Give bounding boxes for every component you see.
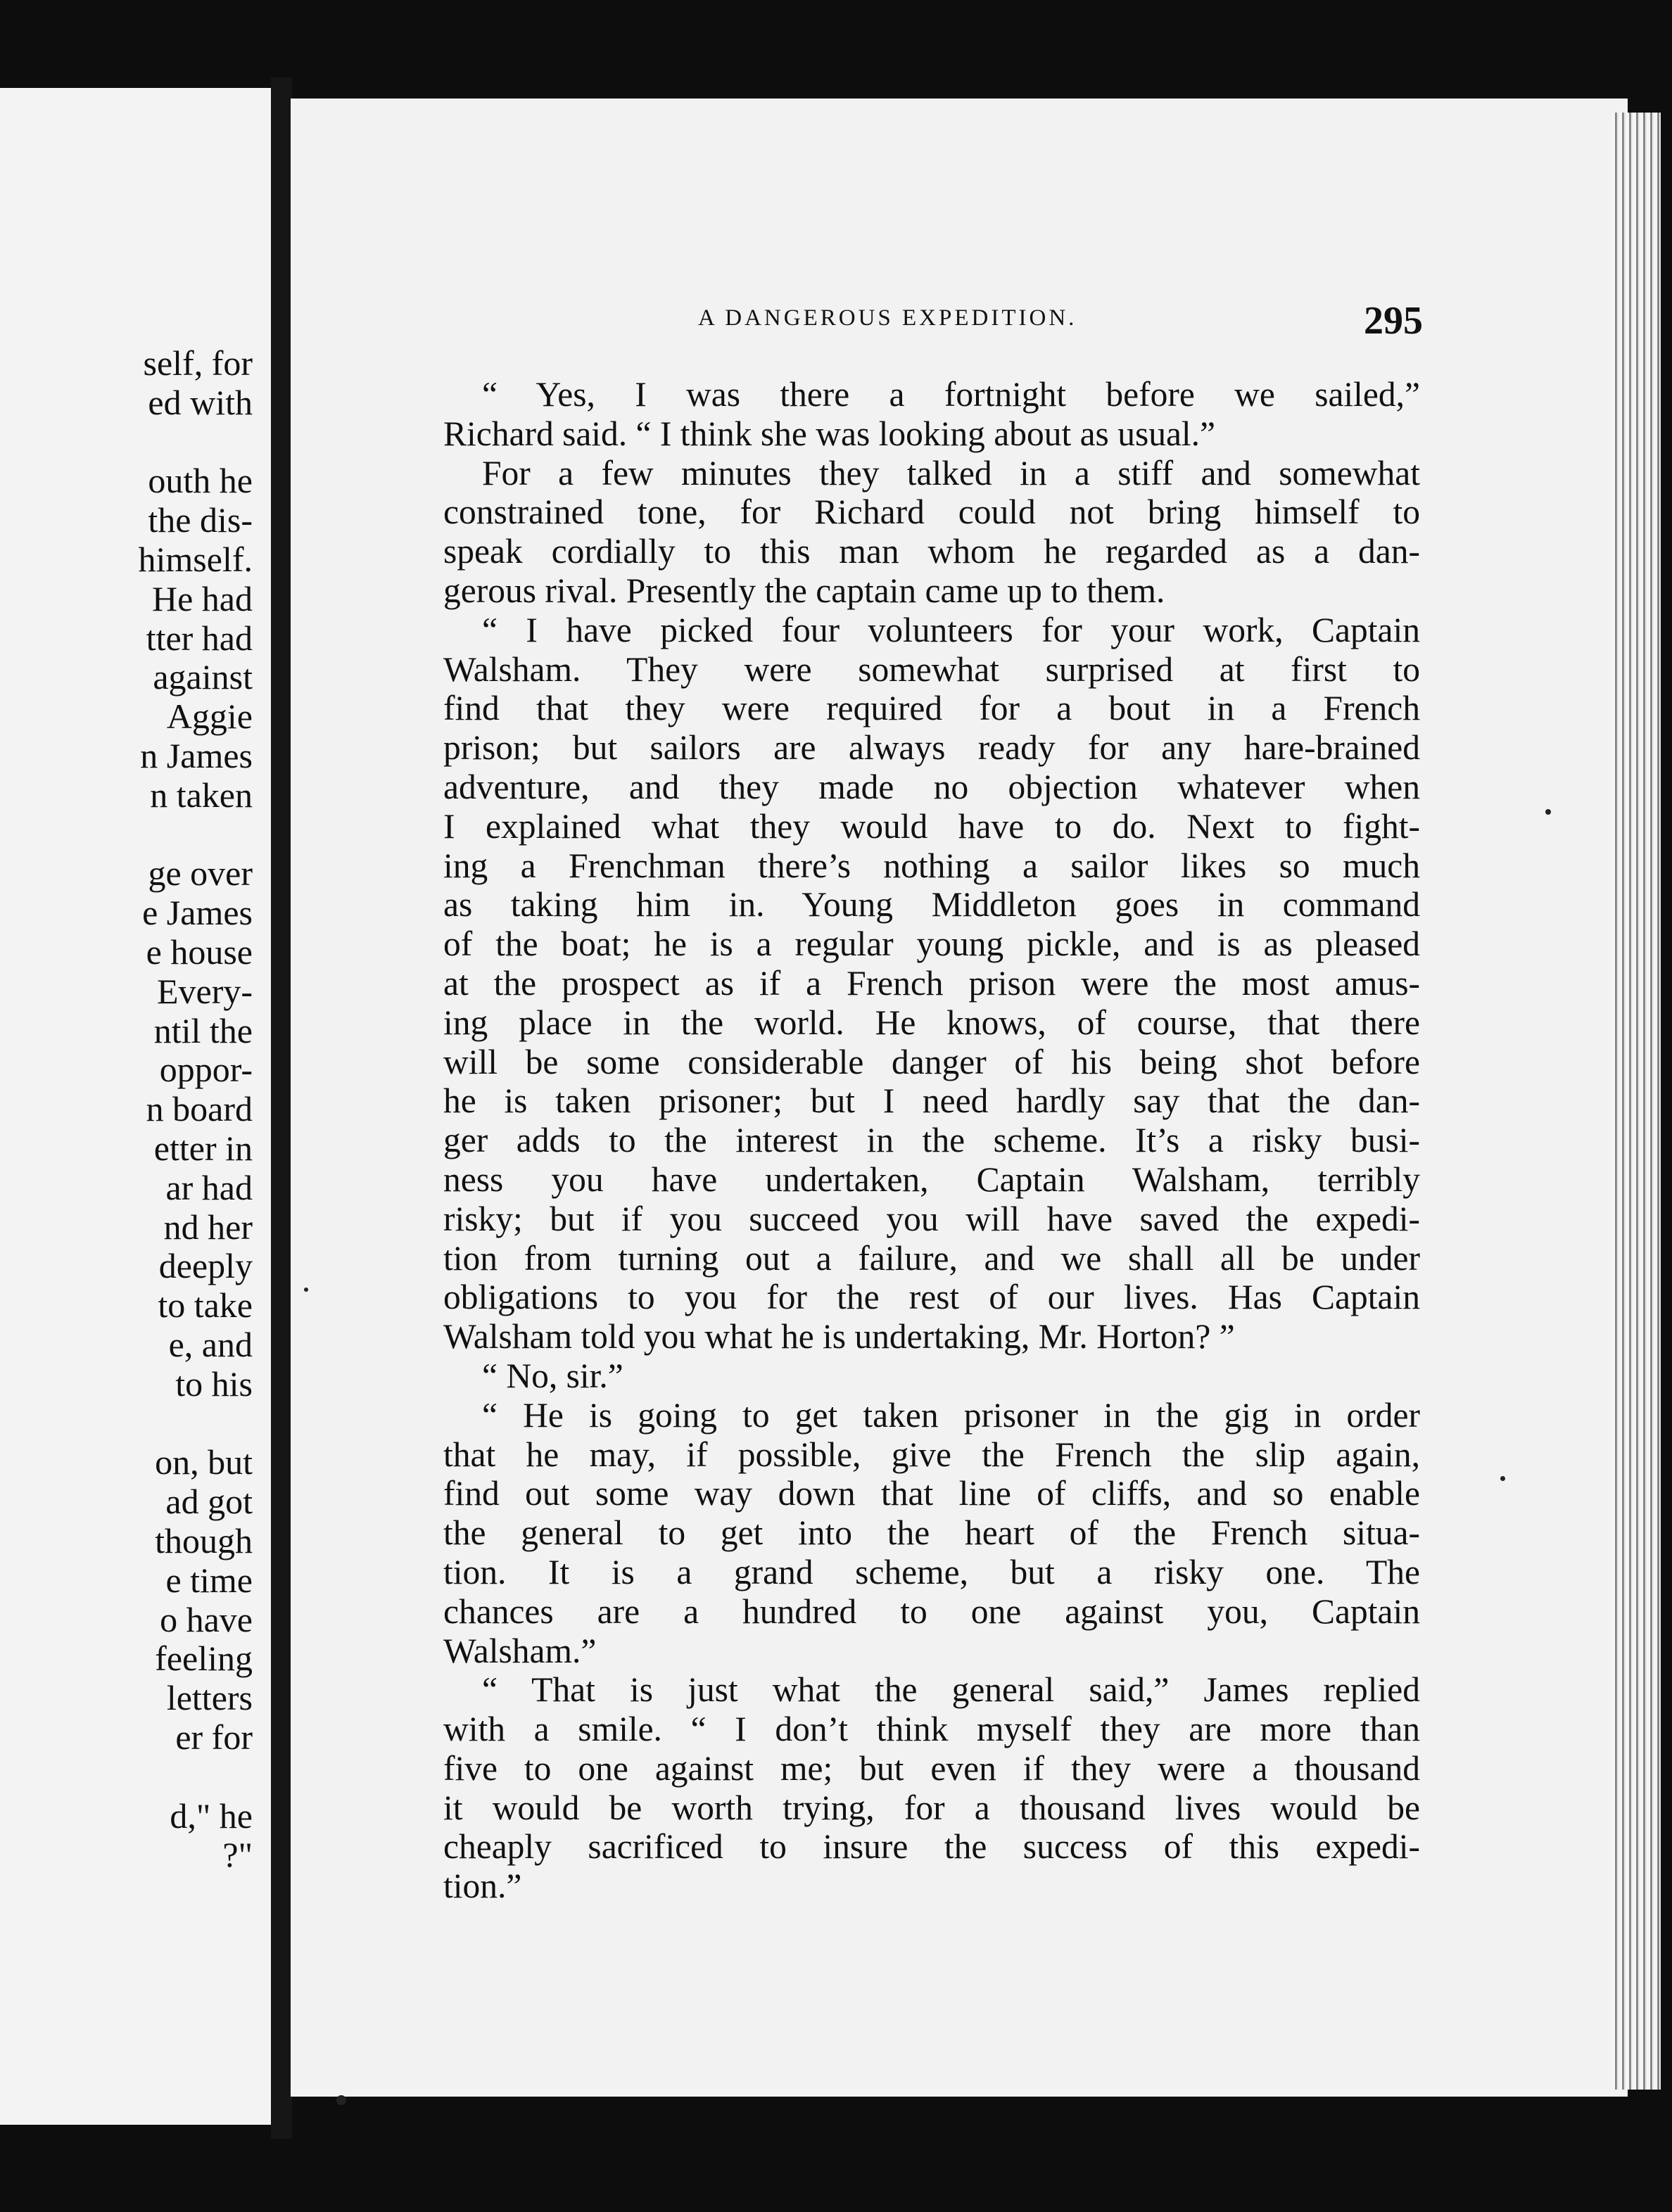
left-page-line: o have [160,1599,253,1639]
text-line: prison; but sailors are always ready for any hare-brained [443,728,1420,768]
left-page-line: himself. [138,540,253,579]
left-page-line: oppor- [159,1050,253,1090]
text-line: with a smile. “ I don’t think myself they are more than [443,1710,1420,1749]
left-page-line: n board [146,1089,253,1129]
text-line: it would be worth trying, for a thousand lives would be [443,1788,1420,1827]
ink-speck [1545,809,1551,815]
text-line: ness you have undertaken, Captain Walsham, terribly [443,1159,1420,1199]
text-line: constrained tone, for Richard could not bring himself to [443,492,1420,532]
left-page-fragment [0,88,271,2125]
left-page-line: letters [166,1678,253,1718]
text-line: obligations to you for the rest of our lives. Has Captain [443,1278,1420,1317]
book-gutter [271,77,292,2139]
text-line: cheaply sacrificed to insure the success of this expedi- [443,1827,1420,1867]
text-line: “ I have picked four volunteers for your work, Captain [482,610,1420,649]
text-line: ing place in the world. He knows, of course, that there [443,1003,1420,1042]
left-page-line: He had [152,578,253,618]
page-edges [1611,113,1661,2090]
left-page-line: e time [165,1560,253,1600]
text-line: adventure, and they made no objection whatever when [443,767,1420,806]
left-page-line: e James [142,893,253,933]
left-page-line: to take [158,1285,253,1326]
text-line: “ No, sir.” [482,1356,623,1395]
left-page-line: ge over [148,853,253,894]
text-line: “ He is going to get taken prisoner in the gig in order [482,1395,1420,1435]
text-line: of the boat; he is a regular young pickle, and is as pleased [443,924,1420,964]
left-page-line: n taken [150,775,253,815]
text-line: For a few minutes they talked in a stiff and somewhat [482,453,1420,492]
text-line: the general to get into the heart of the French situa- [443,1513,1420,1553]
left-page-line: e, and [168,1325,253,1364]
text-line: risky; but if you succeed you will have saved the expedi- [443,1199,1420,1238]
text-line: “ Yes, I was there a fortnight before we sailed,” [482,375,1420,414]
ink-speck [1500,1476,1505,1481]
left-page-line: though [155,1521,253,1561]
left-page-line: ad got [165,1482,253,1522]
text-line: chances are a hundred to one against you, Captain [443,1591,1420,1631]
left-page-line: on, but [155,1442,253,1482]
left-page-line: er for [175,1717,253,1757]
text-line: at the prospect as if a French prison were the most amus- [443,963,1420,1003]
left-page-line: Aggie [166,697,253,737]
left-page-line: against [153,657,253,697]
text-line: ger adds to the interest in the scheme. It’s a risky busi- [443,1121,1420,1160]
left-page-line: etter in [153,1129,253,1168]
text-line: he is taken prisoner; but I need hardly say that the dan- [443,1081,1420,1121]
text-line: that he may, if possible, give the French the slip again, [443,1435,1420,1474]
text-line: find that they were required for a bout in a French [443,689,1420,728]
text-line: gerous rival. Presently the captain came up to them. [443,571,1165,610]
left-page-line: feeling [155,1639,253,1679]
left-page-line: e house [146,932,253,972]
ink-speck [336,2095,346,2105]
left-page-line: the dis- [148,500,253,540]
left-page-line: Every- [156,971,253,1011]
text-line: as taking him in. Young Middleton goes in command [443,885,1420,924]
left-page-line: d," he [170,1795,253,1836]
left-page-line: n James [140,736,253,775]
left-page-line: ar had [165,1167,253,1207]
left-page-line: nd her [163,1207,253,1247]
text-line: Richard said. “ I think she was looking about as usual.” [443,414,1216,453]
text-line: will be some considerable danger of his being shot before [443,1042,1420,1081]
left-page-line: ntil the [153,1010,253,1050]
text-line: Walsham told you what he is undertaking, Mr. Horton? ” [443,1317,1235,1356]
page-header [0,301,1672,343]
left-page-line: ed with [148,382,253,422]
left-page-line: deeply [158,1246,253,1286]
page-number: 295 [1364,299,1423,343]
text-line: Walsham. They were somewhat surprised at first to [443,649,1420,689]
left-page-line: ?" [222,1835,253,1875]
body-text [443,375,1420,1906]
text-line: five to one against me; but even if they were a thousand [443,1748,1420,1788]
text-line: ing a Frenchman there’s nothing a sailor likes so much [443,846,1420,885]
running-head: A DANGEROUS EXPEDITION. [698,305,1077,331]
text-line: “ That is just what the general said,” James replied [482,1670,1420,1710]
ink-speck [304,1288,308,1292]
text-line: tion. It is a grand scheme, but a risky one. The [443,1552,1420,1591]
text-line: speak cordially to this man whom he regarded as a dan- [443,532,1420,571]
text-line: tion.” [443,1867,522,1906]
text-line: I explained what they would have to do. Next to fight- [443,806,1420,846]
left-page-line: self, for [143,343,253,383]
left-page-line: tter had [146,618,253,658]
text-line: tion from turning out a failure, and we shall all be under [443,1238,1420,1278]
left-page-line: outh he [148,461,253,501]
text-line: Walsham.” [443,1631,597,1670]
text-line: find out some way down that line of cliffs, and so enable [443,1474,1420,1513]
left-page-line: to his [175,1364,253,1404]
